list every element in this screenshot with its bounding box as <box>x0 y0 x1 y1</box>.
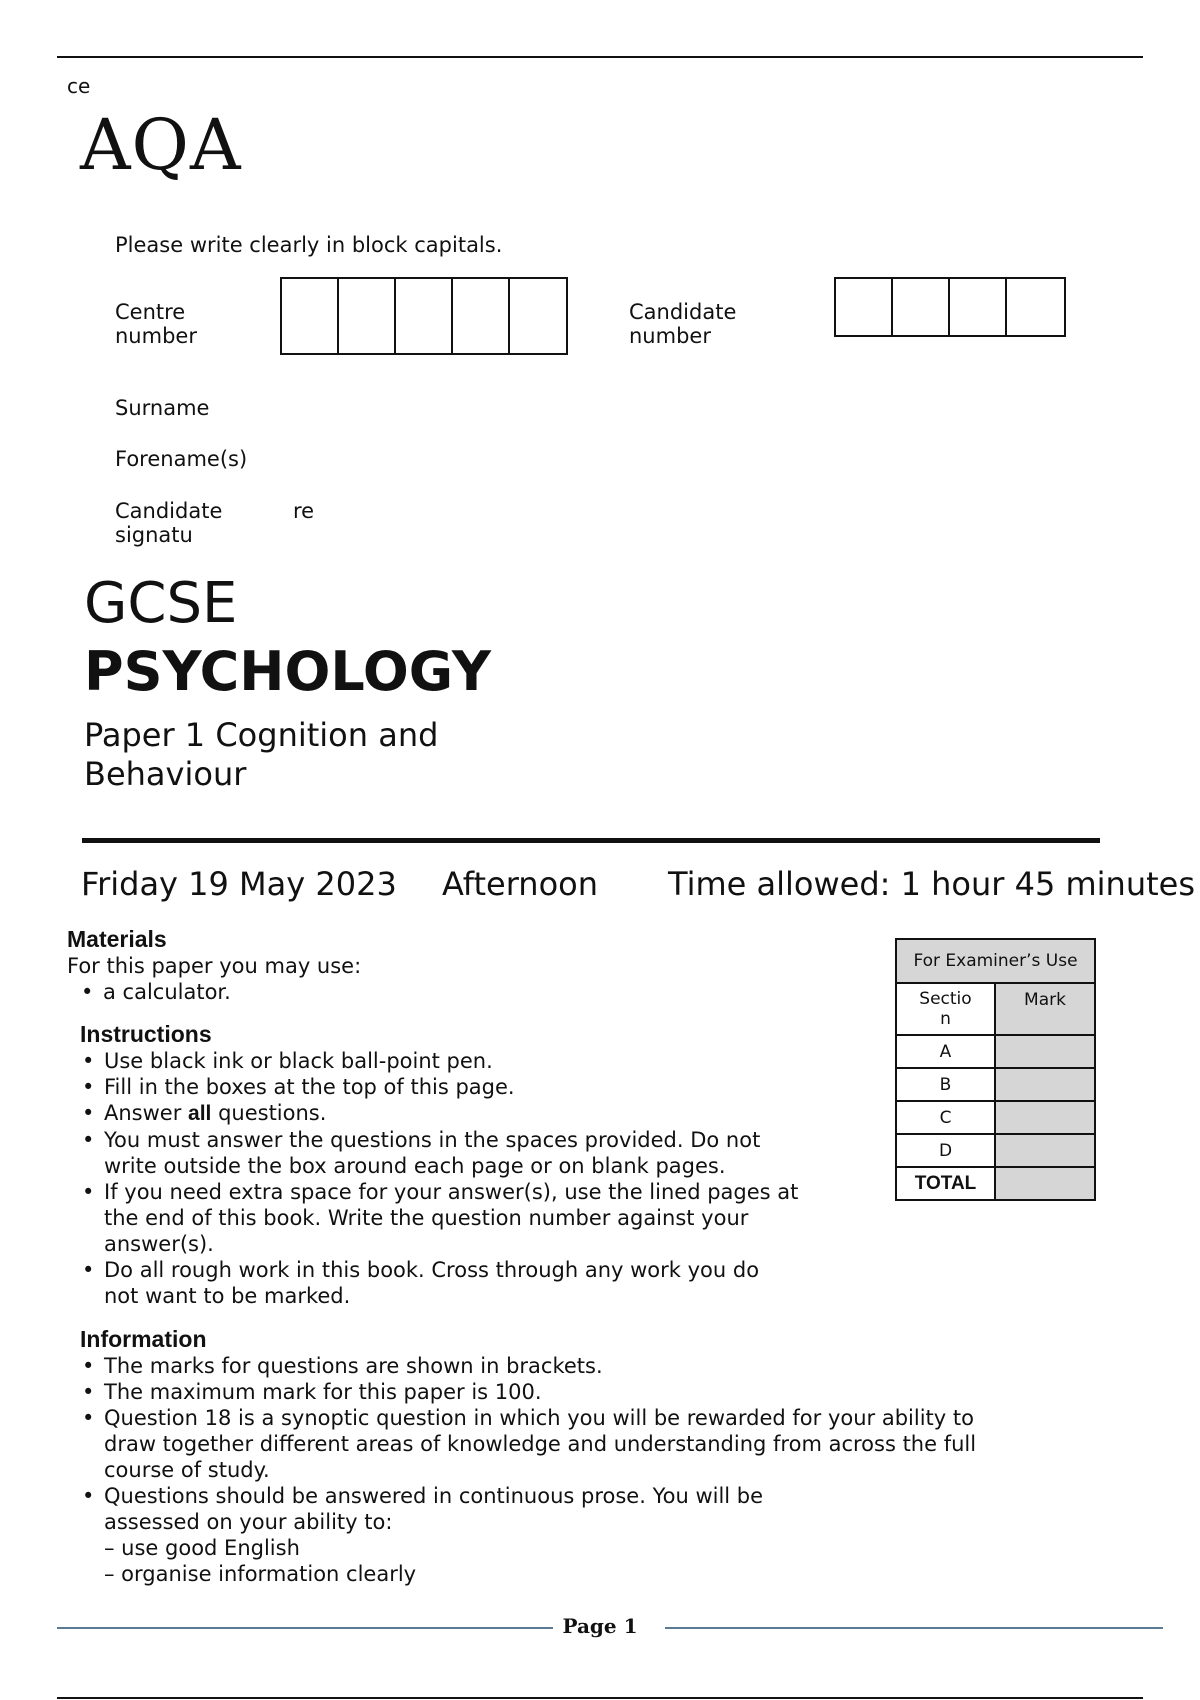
signature-label: Candidate signatu <box>115 499 223 547</box>
time-allowed: Time allowed: 1 hour 45 minutes <box>668 865 1195 903</box>
exam-session: Afternoon <box>442 865 598 903</box>
centre-number-digit-box[interactable] <box>339 279 396 353</box>
instruction-item: • Fill in the boxes at the top of this page. <box>80 1074 860 1100</box>
total-label: TOTAL <box>896 1167 995 1200</box>
section-label: A <box>896 1035 995 1068</box>
centre-number-digit-box[interactable] <box>282 279 339 353</box>
examiners-use-title: For Examiner’s Use <box>896 939 1095 983</box>
centre-number-digit-box[interactable] <box>453 279 510 353</box>
information-item: • Question 18 is a synoptic question in which you will be rewarded for your ability to draw together different areas of knowledge and understanding from across the full course of study. <box>80 1405 1140 1483</box>
instructions-heading: Instructions <box>80 1021 212 1047</box>
instruction-item: • Do all rough work in this book. Cross through any work you do not want to be marked. <box>80 1257 860 1309</box>
centre-number-digit-box[interactable] <box>510 279 566 353</box>
candidate-number-label: Candidate number <box>629 300 737 348</box>
title-divider <box>82 838 1100 843</box>
footer-rule-left <box>57 1627 553 1629</box>
centre-number-digit-box[interactable] <box>396 279 453 353</box>
instruction-item: • Use black ink or black ball-point pen. <box>80 1048 860 1074</box>
paper-title: Paper 1 Cognition and Behaviour <box>84 716 439 793</box>
page-number: Page 1 <box>562 1614 638 1638</box>
signature-label-fragment: re <box>293 499 315 523</box>
materials-intro: For this paper you may use: <box>67 954 362 978</box>
instruction-item: • You must answer the questions in the spaces provided. Do not write outside the box around each page or on blank pages. <box>80 1127 860 1179</box>
section-label: D <box>896 1134 995 1167</box>
candidate-number-digit-box[interactable] <box>1007 279 1064 335</box>
information-item: • The maximum mark for this paper is 100. <box>80 1379 1140 1405</box>
instruction-item: • If you need extra space for your answer(s), use the lined pages at the end of this book. Write the question number against your answer(s). <box>80 1179 860 1257</box>
section-label: B <box>896 1068 995 1101</box>
qualification-title: GCSE <box>84 571 238 636</box>
forenames-label: Forename(s) <box>115 447 248 471</box>
materials-heading: Materials <box>67 926 167 952</box>
exam-date: Friday 19 May 2023 <box>81 865 397 903</box>
instruction-item: • Answer all questions. <box>80 1100 860 1127</box>
information-section <box>80 1325 1140 1587</box>
block-capitals-instruction: Please write clearly in block capitals. <box>115 233 503 257</box>
mark-cell <box>995 1101 1095 1134</box>
materials-section <box>67 925 867 1005</box>
total-mark-cell <box>995 1167 1095 1200</box>
instructions-section <box>80 1020 860 1309</box>
section-column-header: Sectio n <box>896 983 995 1035</box>
subject-title: PSYCHOLOGY <box>84 640 492 703</box>
section-label: C <box>896 1101 995 1134</box>
information-item: • The marks for questions are shown in brackets. <box>80 1353 1140 1379</box>
candidate-number-boxes[interactable] <box>834 277 1066 337</box>
information-heading: Information <box>80 1326 207 1352</box>
centre-number-label: Centre number <box>115 300 197 348</box>
information-item: • Questions should be answered in continuous prose. You will be assessed on your ability to: – use good English – organise information clearly <box>80 1483 1140 1587</box>
centre-number-boxes[interactable] <box>280 277 568 355</box>
examiners-use-table <box>895 938 1096 1201</box>
surname-label: Surname <box>115 396 210 420</box>
mark-cell <box>995 1035 1095 1068</box>
candidate-number-digit-box[interactable] <box>950 279 1007 335</box>
mark-cell <box>995 1134 1095 1167</box>
candidate-number-digit-box[interactable] <box>836 279 893 335</box>
aqa-logo: AQA <box>80 104 242 186</box>
materials-item: • a calculator. <box>79 979 867 1005</box>
mark-cell <box>995 1068 1095 1101</box>
bottom-rule <box>57 1697 1143 1699</box>
top-rule <box>57 56 1143 58</box>
mark-column-header: Mark <box>995 983 1095 1035</box>
corner-text: ce <box>67 74 91 98</box>
candidate-number-digit-box[interactable] <box>893 279 950 335</box>
footer-rule-right <box>665 1627 1163 1629</box>
